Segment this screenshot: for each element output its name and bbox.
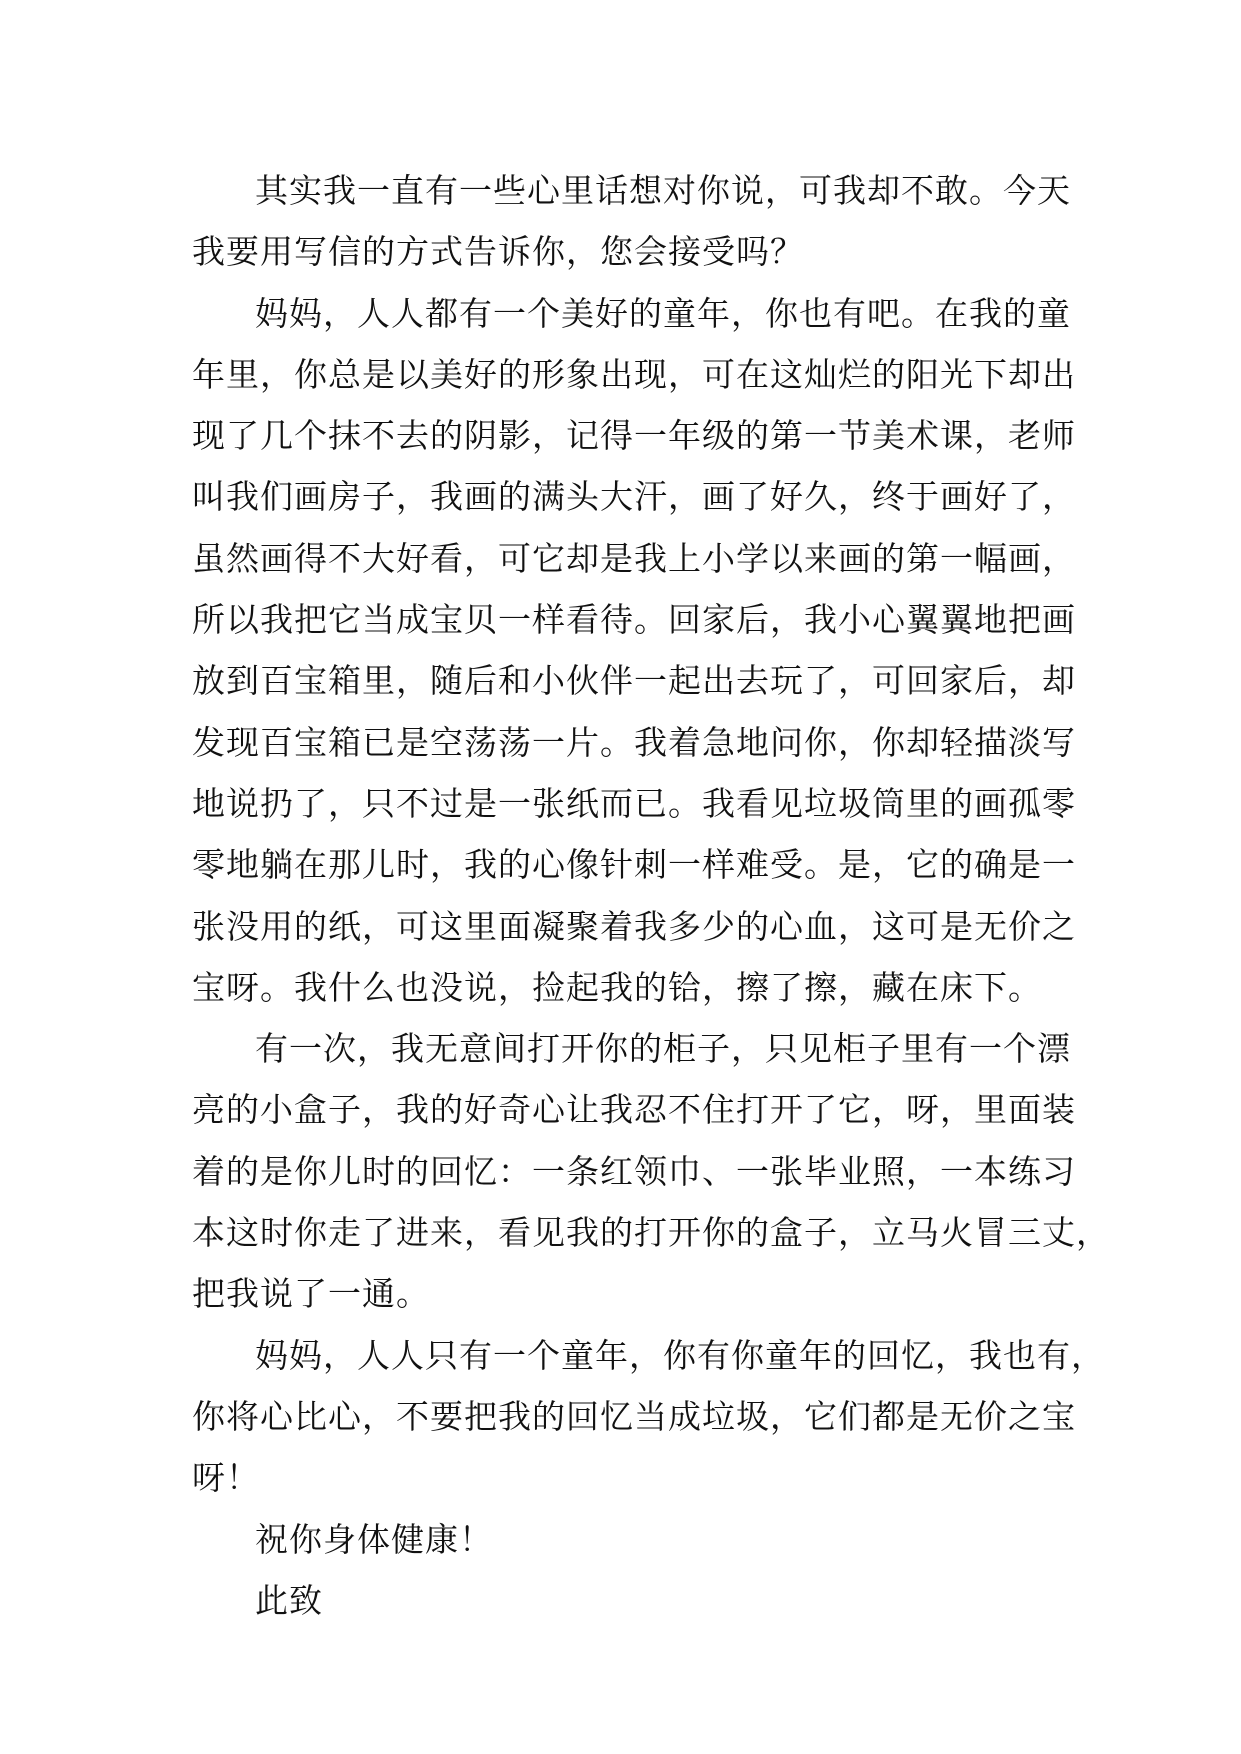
text-line: 叫我们画房子，我画的满头大汗，画了好久，终于画好了， [192,477,1076,517]
text-line: 放到百宝箱里，随后和小伙伴一起出去玩了，可回家后，却 [192,661,1076,701]
text-line: 把我说了一通。 [192,1274,430,1314]
text-line: 零地躺在那儿时，我的心像针刺一样难受。是，它的确是一 [192,845,1076,885]
text-line: 其实我一直有一些心里话想对你说，可我却不敢。今天 [255,171,1071,210]
text-line: 虽然画得不大好看，可它却是我上小学以来画的第一幅画， [192,538,1076,578]
text-line: 地说扔了，只不过是一张纸而已。我看见垃圾筒里的画孤零 [192,783,1076,823]
text-line: 现了几个抹不去的阴影，记得一年级的第一节美术课，老师 [192,416,1076,456]
text-line: 年里，你总是以美好的形象出现，可在这灿烂的阳光下却出 [192,354,1076,394]
text-line: 发现百宝箱已是空荡荡一片。我着急地问你，你却轻描淡写 [192,722,1076,762]
text-line: 本这时你走了进来，看见我的打开你的盒子，立马火冒三丈， [192,1213,1110,1253]
text-line: 着的是你儿时的回忆：一条红领巾、一张毕业照，一本练习 [192,1151,1076,1191]
text-line: 有一次，我无意间打开你的柜子，只见柜子里有一个漂 [255,1029,1071,1069]
text-line: 呀！ [192,1458,260,1498]
text-line: 我要用写信的方式告诉你，您会接受吗？ [192,232,804,272]
text-line: 妈妈，人人都有一个美好的童年，你也有吧。在我的童 [255,293,1071,333]
text-line: 此致 [255,1580,323,1620]
text-line: 祝你身体健康！ [255,1519,493,1559]
text-line: 宝呀。我什么也没说，捡起我的铪，擦了擦，藏在床下。 [192,967,1042,1007]
text-line: 妈妈，人人只有一个童年，你有你童年的回忆，我也有， [255,1335,1105,1375]
text-line: 你将心比心，不要把我的回忆当成垃圾，它们都是无价之宝 [192,1396,1076,1436]
text-line: 亮的小盒子，我的好奇心让我忍不住打开了它，呀，里面装 [192,1090,1076,1130]
letter-body [192,160,1110,1631]
text-line: 张没用的纸，可这里面凝聚着我多少的心血，这可是无价之 [192,906,1076,946]
text-line: 所以我把它当成宝贝一样看待。回家后，我小心翼翼地把画 [192,600,1076,640]
